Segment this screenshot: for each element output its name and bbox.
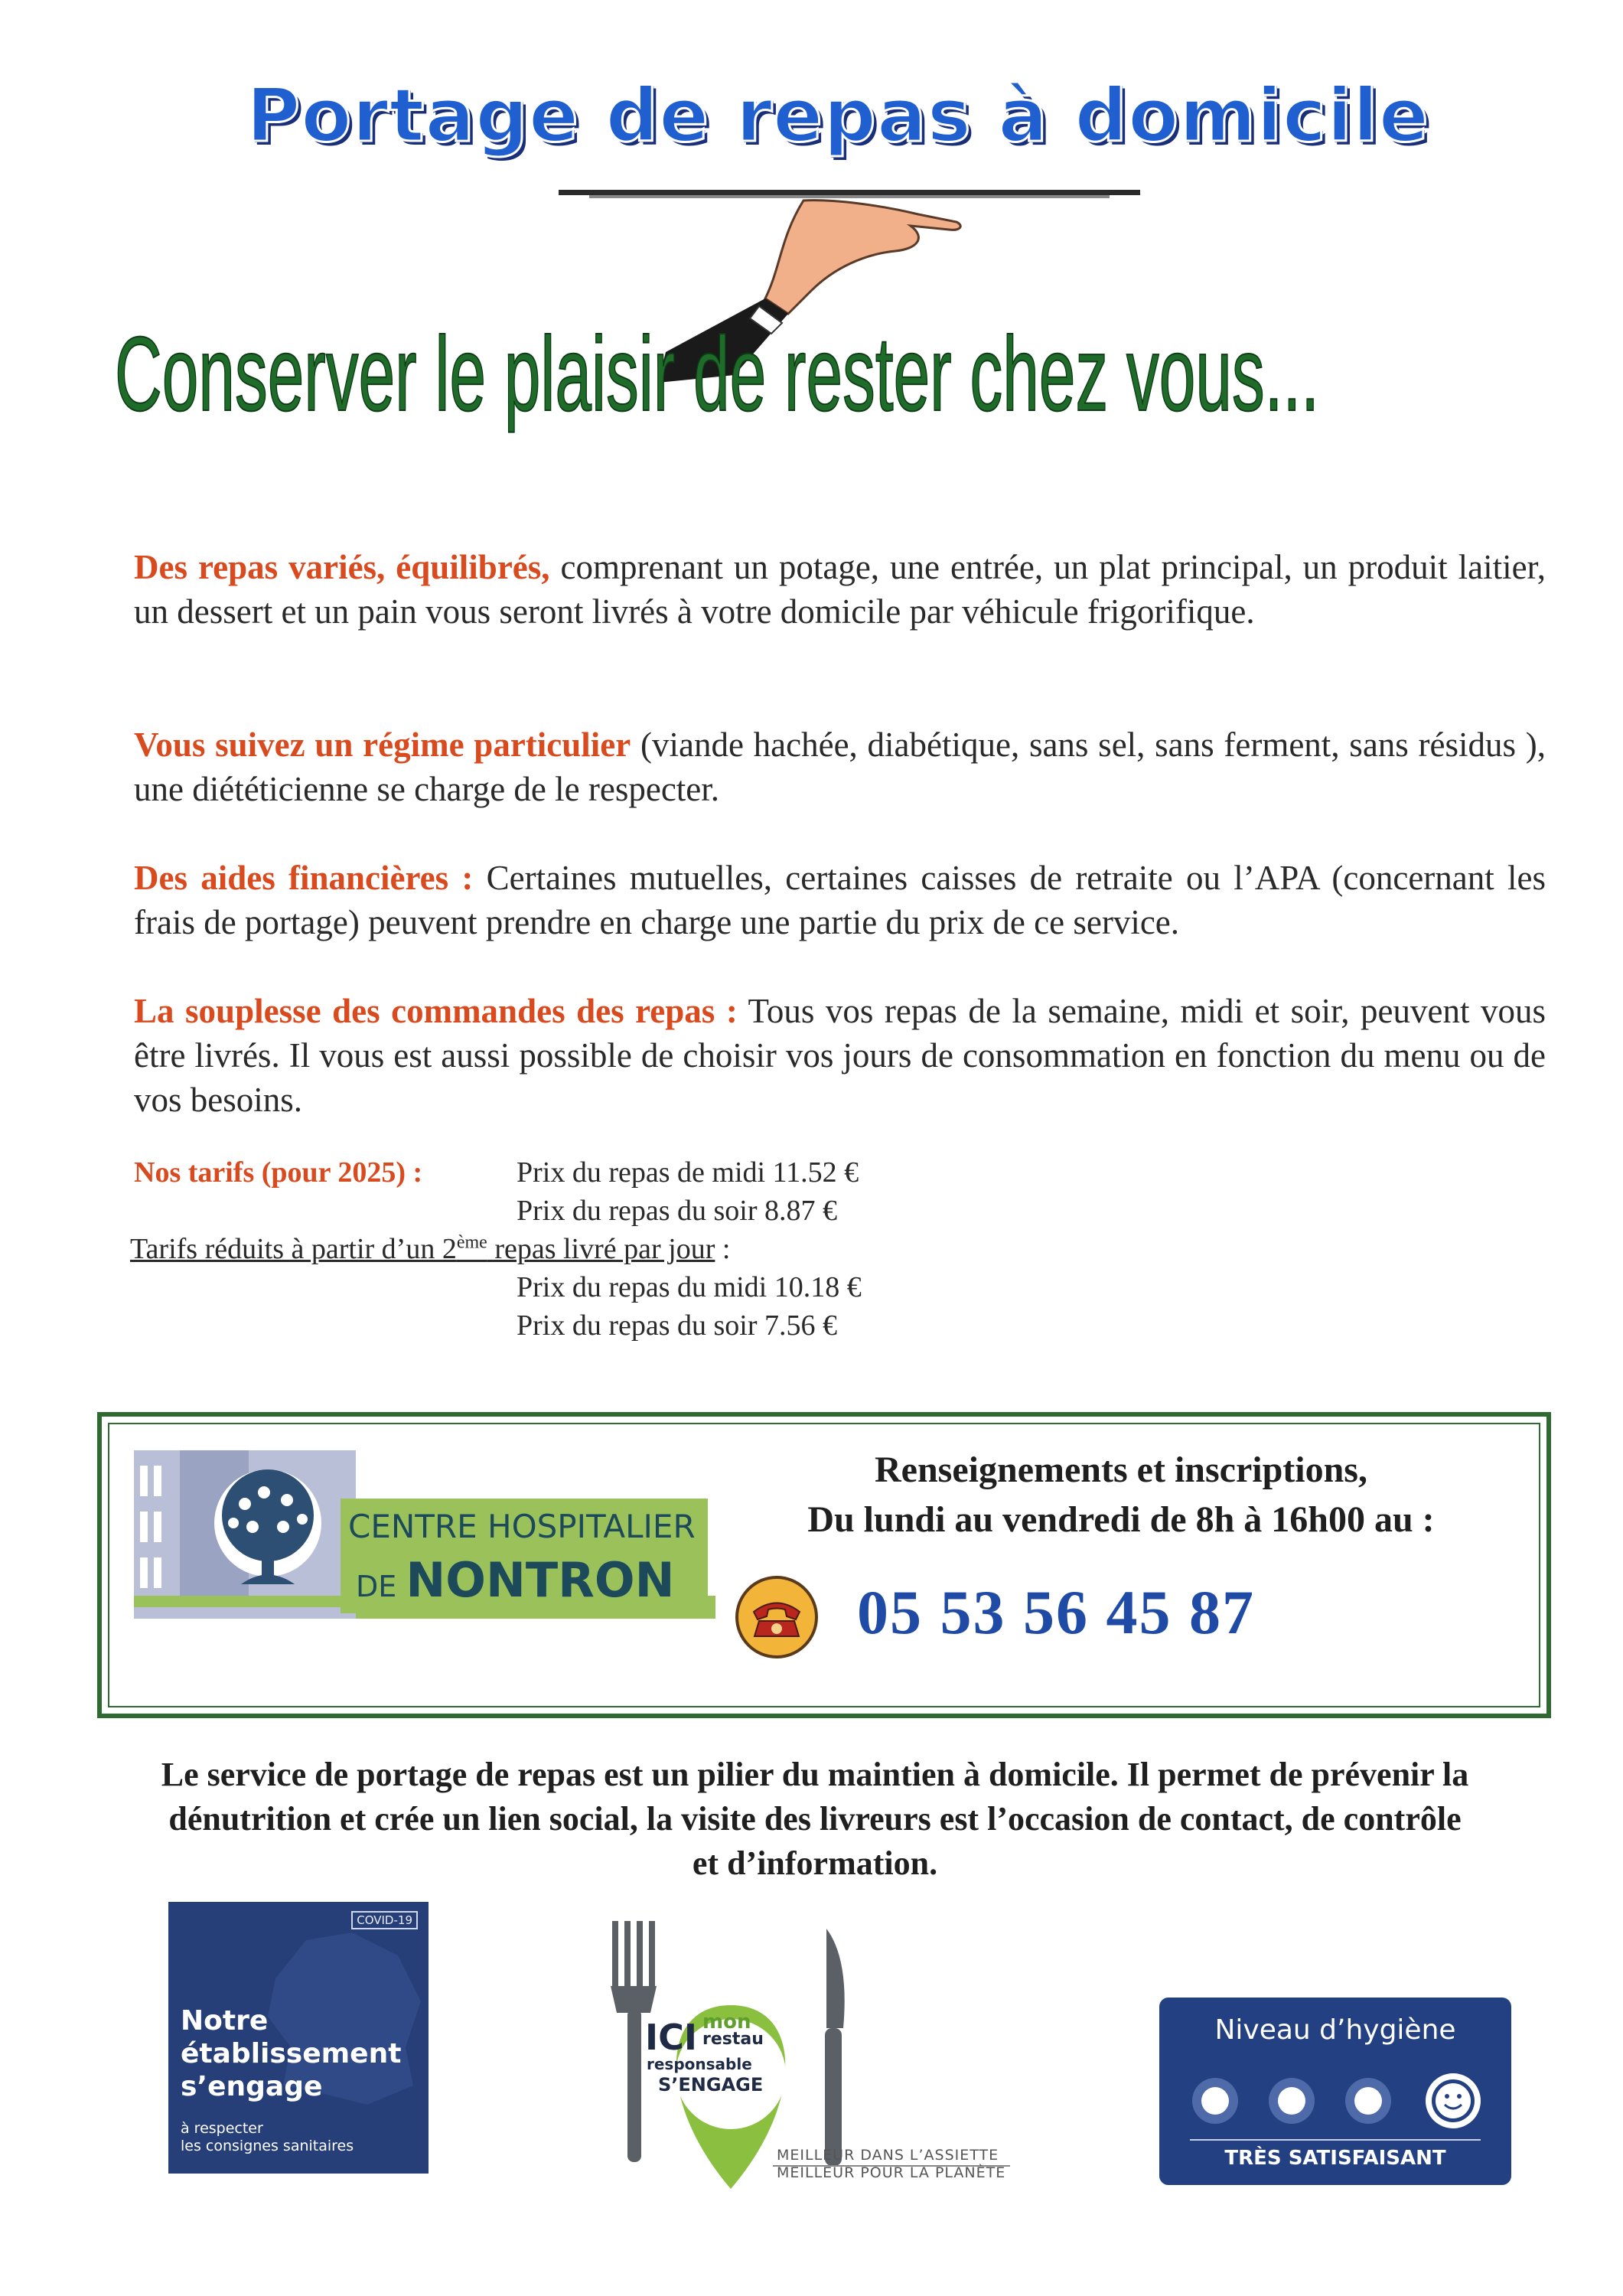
price-line-soir: Prix du repas du soir 8.87 € — [517, 1195, 838, 1227]
covid-line2: établissement — [181, 2038, 402, 2069]
paragraph-flexibility — [134, 989, 1546, 1122]
knife-icon — [825, 1929, 845, 2166]
hygiene-title: Niveau d’hygiène — [1214, 2014, 1456, 2046]
paragraph-text: comprenant un potage, une entrée, un plat principal, un produit laitier, un dessert et un pain vous seront livrés à votre domicile par véhicule frigorifique. — [134, 548, 1546, 631]
phone-icon — [735, 1575, 819, 1659]
ici-responsable-word: responsable — [647, 2055, 752, 2073]
ici-engage-word: S’ENGAGE — [658, 2074, 764, 2095]
tarifs-label: Nos tarifs (pour 2025) : — [134, 1156, 423, 1189]
hospital-name-de: DE — [356, 1570, 406, 1603]
reduced-colon: : — [715, 1233, 731, 1265]
covid-line3: s’engage — [181, 2071, 323, 2102]
hygiene-level-badge — [1159, 1998, 1511, 2185]
reduced-suffix: repas livré par jour — [487, 1233, 715, 1265]
covid-line5: les consignes sanitaires — [181, 2138, 354, 2154]
closing-statement: Le service de portage de repas est un pilier du maintien à domicile. Il permet de prévenir la dénutrition et crée un lien social, la visite des livreurs est l’occasion de contact, de contrôle et d’information. — [161, 1756, 1469, 1882]
info-heading: Renseignements et inscriptions, — [875, 1450, 1367, 1490]
page-title: Portage de repas à domicile — [246, 73, 1429, 158]
price-line-midi: Prix du repas de midi 11.52 € — [517, 1156, 859, 1189]
paragraph-meals — [134, 545, 1546, 634]
paragraph-highlight: Vous suivez un régime particulier — [134, 726, 631, 764]
reduced-superscript: ème — [456, 1232, 487, 1253]
reduced-price-soir: Prix du repas du soir 7.56 € — [517, 1309, 838, 1342]
hospital-name-line2 — [356, 1552, 674, 1608]
paragraph-diet — [134, 722, 1546, 811]
hygiene-separator — [1190, 2139, 1481, 2141]
reduced-price-midi: Prix du repas du midi 10.18 € — [517, 1271, 862, 1303]
covid-tag: COVID-19 — [351, 1911, 418, 1929]
hospital-name-block — [341, 1499, 708, 1613]
ici-tagline-2: MEILLEUR POUR LA PLANÈTE — [777, 2164, 1006, 2181]
reduced-prefix: Tarifs réduits à partir d’un 2 — [130, 1233, 457, 1265]
covid-engagement-badge — [168, 1902, 429, 2174]
paragraph-highlight: Des repas variés, équilibrés, — [134, 548, 550, 586]
ici-restau-word: restau — [702, 2030, 764, 2049]
covid-line1: Notre — [181, 2005, 269, 2037]
hospital-name-line1: CENTRE HOSPITALIER — [348, 1508, 696, 1545]
reduced-tarifs-heading — [130, 1232, 730, 1266]
paragraph-financial-aid — [134, 856, 1546, 944]
hygiene-level-1-icon — [1190, 2076, 1240, 2126]
hygiene-smiley-icon — [1423, 2071, 1483, 2131]
ici-mon-word: mon — [702, 2011, 751, 2033]
paragraph-highlight: Des aides financières : — [134, 859, 474, 897]
ici-word: ICI — [645, 2017, 697, 2058]
paragraph-highlight: La souplesse des commandes des repas : — [134, 992, 738, 1030]
paragraph-text: Certaines mutuelles, certaines caisses de retraite ou l’APA (concernant les frais de portage) peuvent prendre en charge une partie du prix de ce service. — [134, 859, 1546, 941]
hygiene-level-2-icon — [1266, 2076, 1317, 2126]
paragraph-text: Tous vos repas de la semaine, midi et soir, peuvent vous être livrés. Il vous est aussi possible de choisir vos jours de consommation en fonction du menu ou de vos besoins. — [134, 992, 1546, 1119]
phone-number[interactable]: 05 53 56 45 87 — [857, 1577, 1255, 1647]
hygiene-rating: TRÈS SATISFAISANT — [1224, 2147, 1446, 2170]
info-hours: Du lundi au vendredi de 8h à 16h00 au : — [807, 1499, 1435, 1540]
ici-tagline-1: MEILLEUR DANS L’ASSIETTE — [777, 2147, 999, 2164]
slogan: Conserver le plaisir de rester chez vous... — [115, 315, 1320, 433]
hospital-name-nontron: NONTRON — [406, 1552, 675, 1608]
paragraph-text: (viande hachée, diabétique, sans sel, sans ferment, sans résidus ), une diététicienne se charge de le respecter. — [134, 726, 1546, 808]
covid-line4: à respecter — [181, 2120, 263, 2137]
hygiene-level-3-icon — [1343, 2076, 1393, 2126]
